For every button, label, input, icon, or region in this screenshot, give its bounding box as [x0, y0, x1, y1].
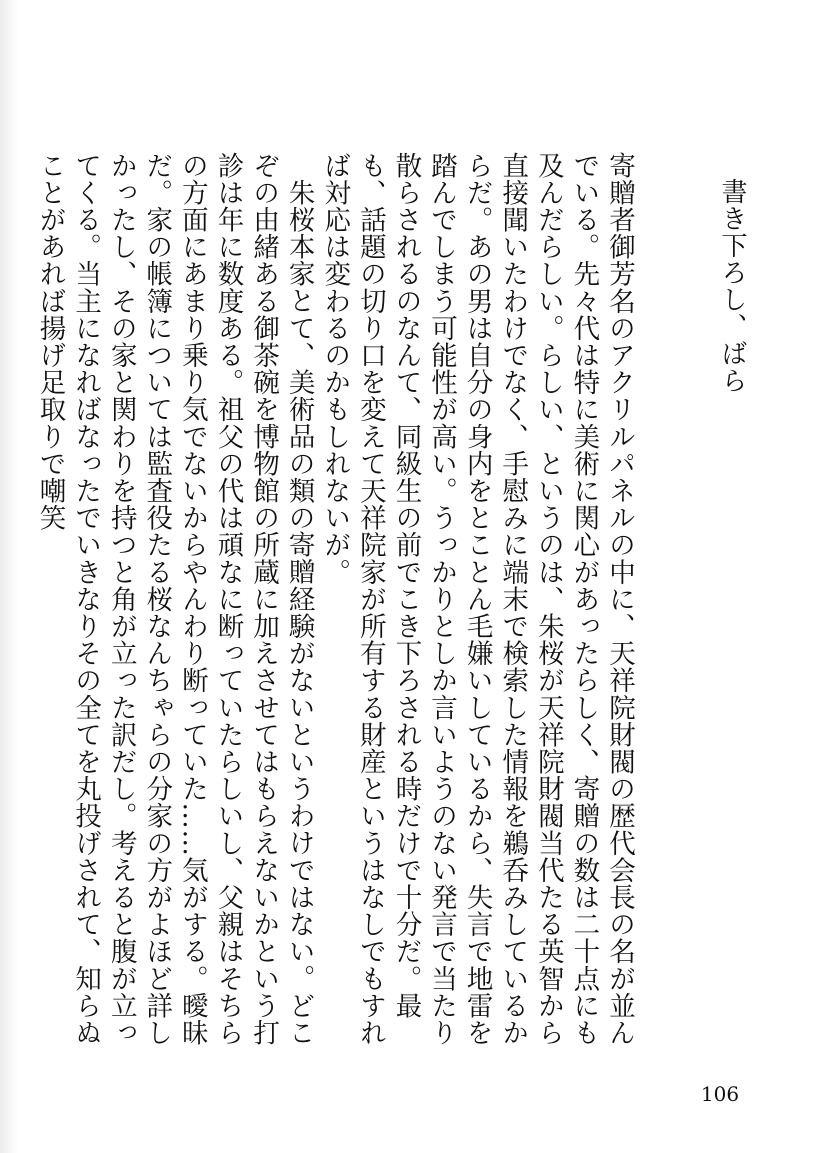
page-number: 106: [700, 1082, 740, 1106]
paragraph-1: 寄贈者御芳名のアクリルパネルの中に、天祥院財閥の歴代会長の名が並んでいる。先々代は特に美術に関心があったらしく、寄贈の数は二十点にも及んだらしい。らしい、というのは、朱桜が天祥院財閥当代たる英智から直接聞いたわけでなく、手慰みに端末で検索した情報を鵜呑みしているからだ。あの男は自分の身内をとことん毛嫌いしているから、失言で地雷を踏んでしまう可能性が高い。うっかりとしか言いようのない発言で当たり散らされるのなんて、同級生の前でこき下ろされる時だけで十分だ。最も、話題の切り口を変えて天祥院家が所有する財産というはなしでもすれば対応は変わるのかもしれないが。: [319, 152, 635, 1047]
chapter-title: 書き下ろし、ばら: [717, 178, 747, 394]
body-text: [34, 152, 637, 1052]
paragraph-2: 朱桜本家とて、美術品の類の寄贈経験がないというわけではない。どこぞの由緒ある御茶碗を博物館の所蔵に加えさせてはもらえないかという打診は年に数度ある。祖父の代は頑なに断っていたらしいし、父親はそちらの方面にあまり乗り気でないからやんわり断っていた……気がする。曖昧だ。家の帳簿については監査役たる桜なんちゃらの分家の方がよほど詳しかったし、その家と関わりを持つと角が立った訳だし。考えると腹が立ってくる。当主になればなったでいきなりその全てを丸投げされて、知らぬことがあれば揚げ足取りで嘲笑: [34, 152, 315, 1047]
page-edge-shadow: [0, 0, 18, 1153]
